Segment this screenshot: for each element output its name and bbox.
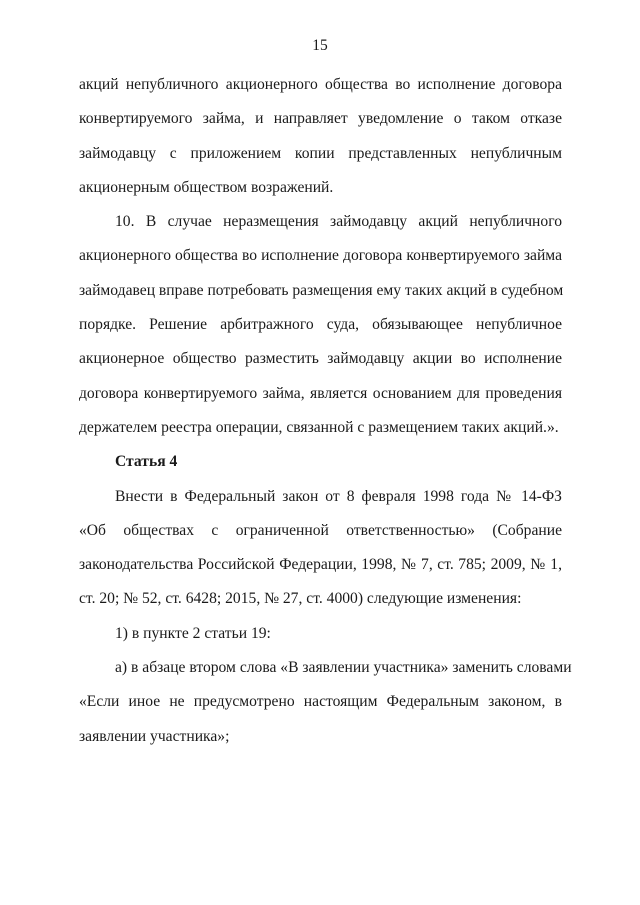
text-line: акций непубличного акционерного общества во исполнение договора [79, 76, 562, 93]
document-body [79, 68, 572, 754]
text-line: заявлении участника»; [79, 727, 230, 745]
text-line: договора конвертируемого займа, является основанием для проведения [79, 384, 562, 402]
text-line: акционерного общества во исполнение договора конвертируемого займа [79, 247, 562, 265]
text-line: 1) в пункте 2 статьи 19: [115, 624, 271, 642]
text-line: 10. В случае неразмещения займодавцу акций непубличного [115, 213, 562, 231]
text-line: конвертируемого займа, и направляет уведомление о таком отказе [79, 110, 562, 128]
text-line: «Если иное не предусмотрено настоящим Федеральным законом, в [79, 693, 562, 711]
text-line: законодательства Российской Федерации, 1998, № 7, ст. 785; 2009, № 1, [79, 556, 562, 574]
article-heading: Статья 4 [115, 453, 178, 471]
text-line: акционерным обществом возражений. [79, 178, 334, 196]
text-line: Внести в Федеральный закон от 8 февраля 1998 года № 14-ФЗ [115, 487, 562, 505]
text-line: займодавец вправе потребовать размещения ему таких акций в судебном [79, 281, 564, 299]
text-line: «Об обществах с ограниченной ответственностью» (Собрание [79, 521, 562, 539]
text-line: акционерное общество разместить займодавцу акции во исполнение [79, 350, 562, 368]
text-line: займодавцу с приложением копии представленных непубличным [79, 144, 562, 162]
page-number: 15 [312, 37, 328, 54]
text-line: держателем реестра операции, связанной с размещением таких акций.». [79, 418, 559, 436]
text-line: а) в абзаце втором слова «В заявлении участника» заменить словами [115, 659, 572, 677]
text-line: ст. 20; № 52, ст. 6428; 2015, № 27, ст. 4000) следующие изменения: [79, 590, 522, 608]
text-line: порядке. Решение арбитражного суда, обязывающее непубличное [79, 316, 562, 334]
